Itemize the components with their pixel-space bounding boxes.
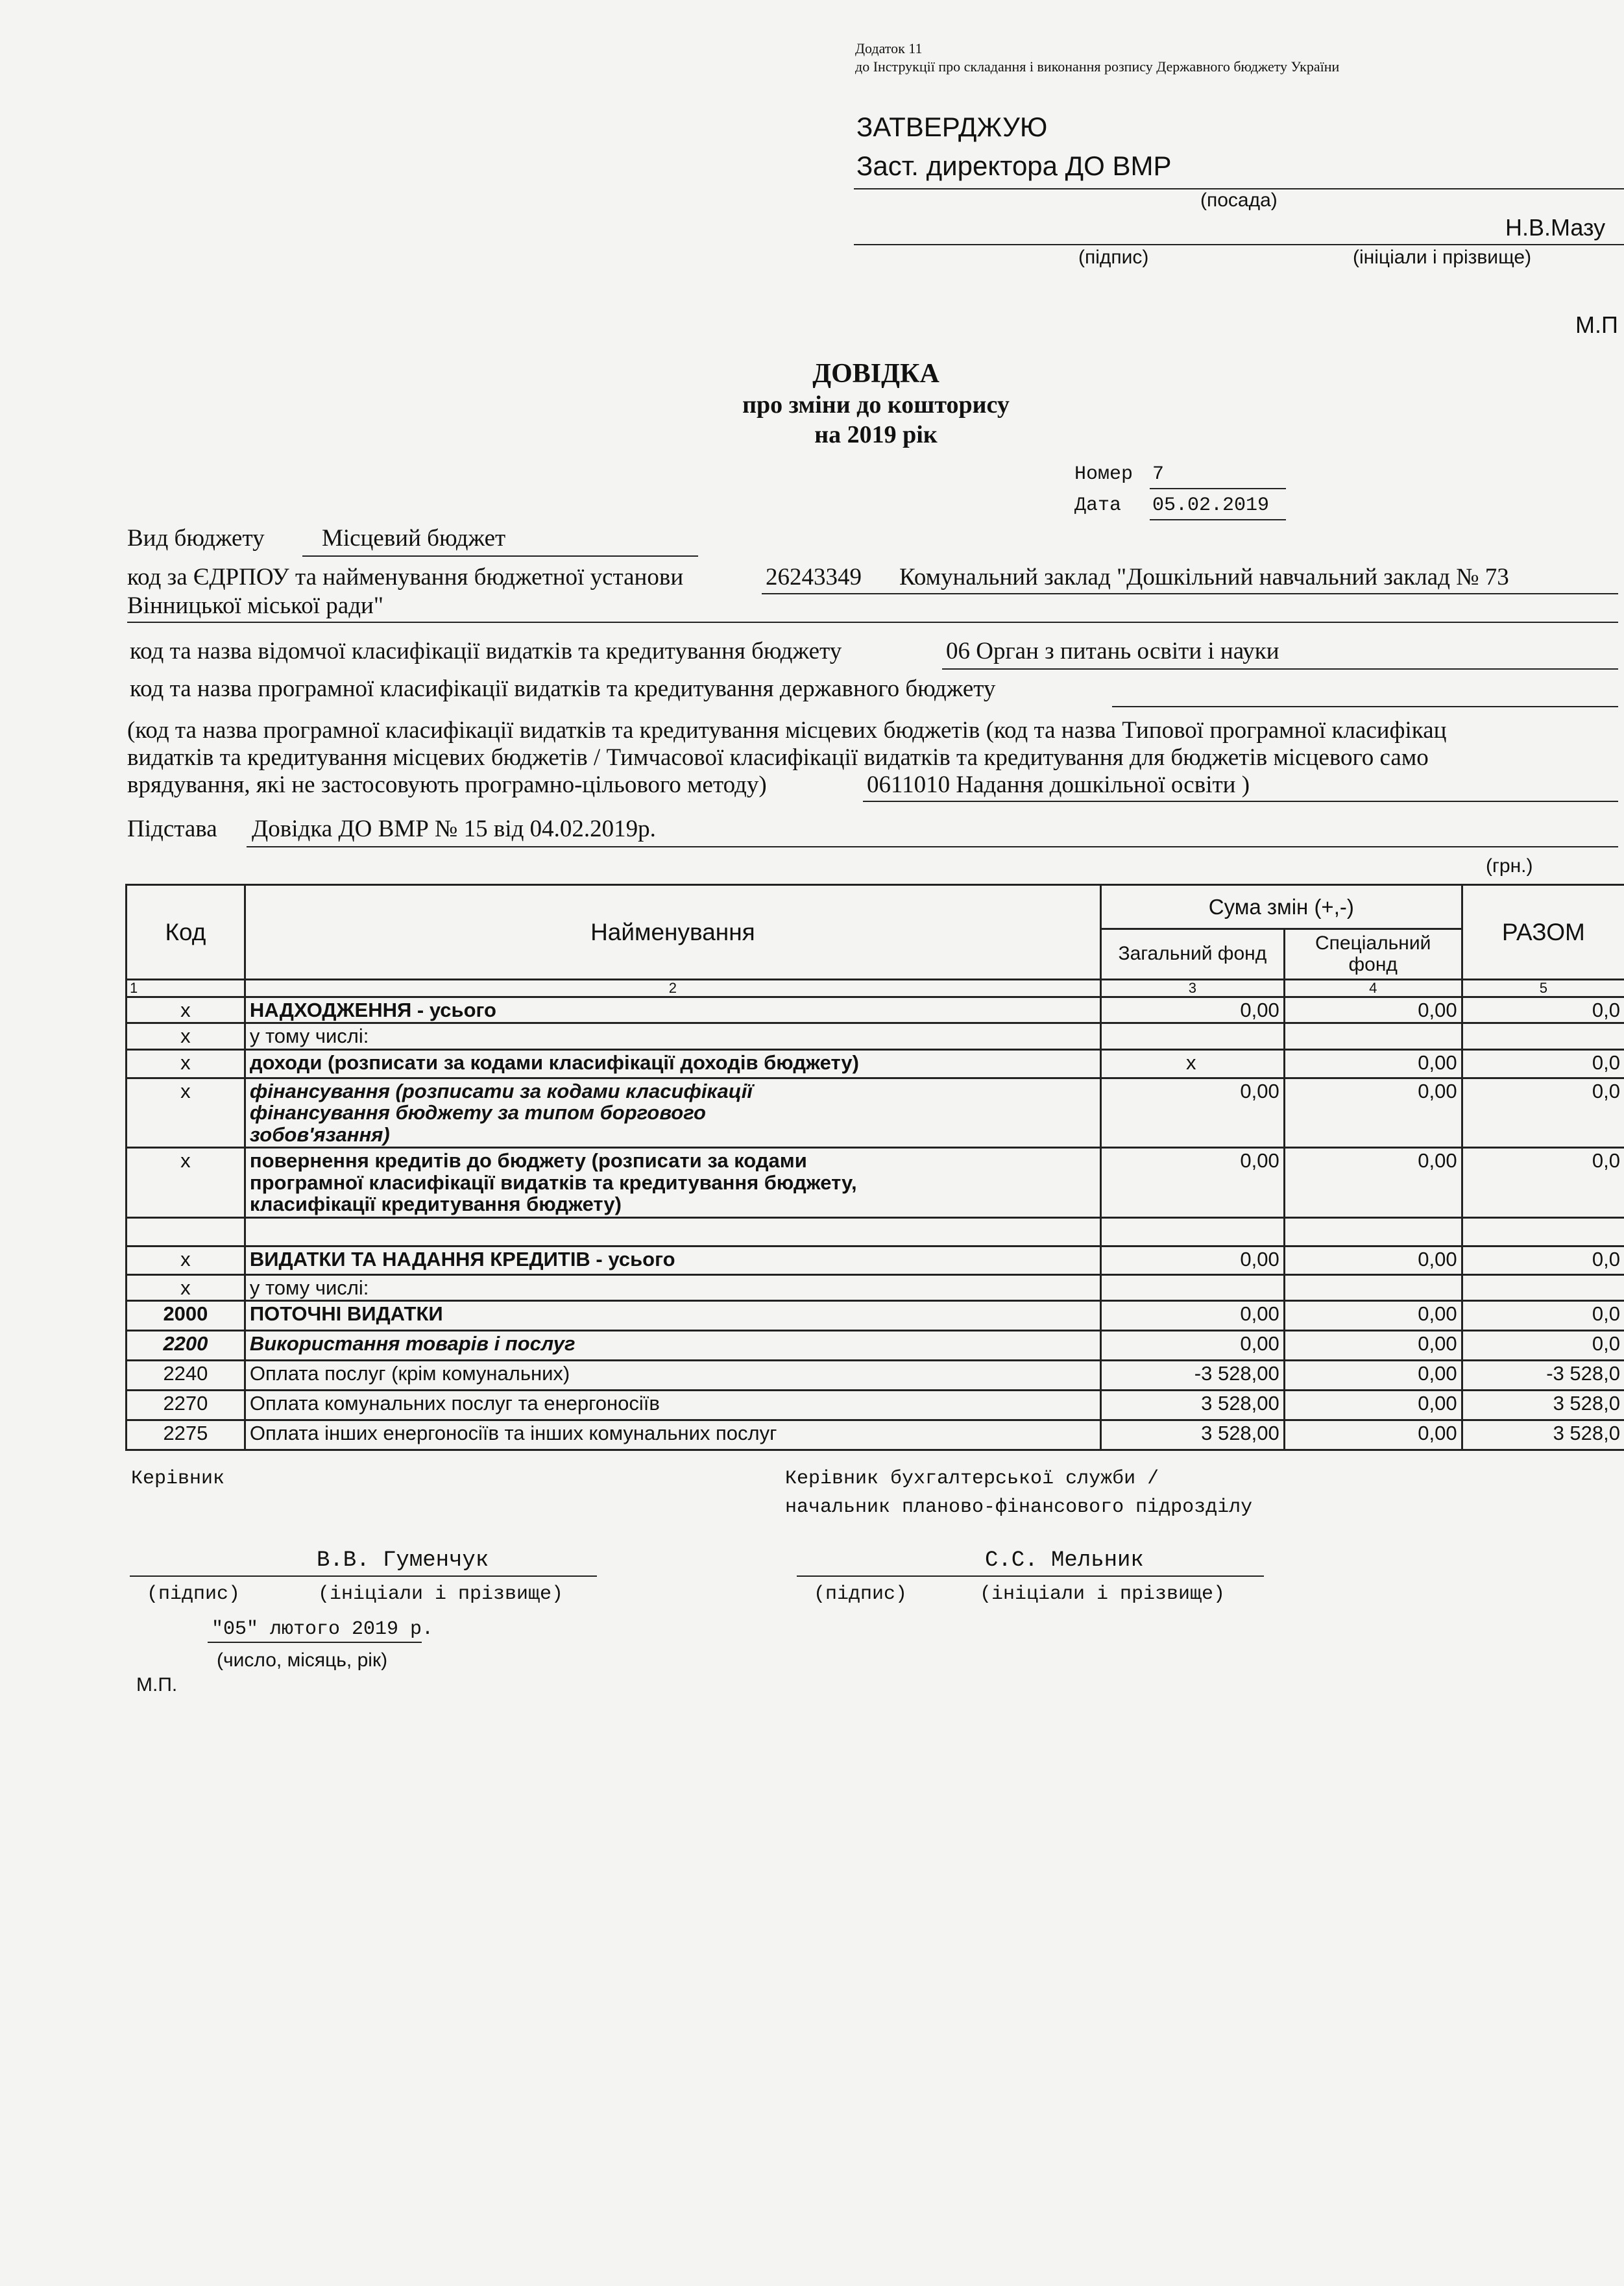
row-general: 0,00 <box>1100 1300 1284 1330</box>
row-name: у тому числі: <box>245 1274 1100 1300</box>
edrpou-underline <box>762 593 1618 594</box>
changes-table <box>125 884 1624 1451</box>
row-special: 0,00 <box>1284 1390 1462 1420</box>
row-name: Оплата послуг (крім комунальних) <box>245 1360 1100 1390</box>
row-general: -3 528,00 <box>1100 1360 1284 1390</box>
row-code: х <box>127 1148 245 1217</box>
head-underline <box>130 1575 597 1577</box>
approval-position: Заст. директора ДО ВМР <box>856 151 1172 181</box>
prog-state-underline <box>1112 706 1618 707</box>
row-name: ВИДАТКИ ТА НАДАННЯ КРЕДИТІВ - усього <box>245 1246 1100 1274</box>
basis-underline <box>247 846 1618 847</box>
row-total: 0,0 <box>1462 1300 1624 1330</box>
header-code: Код <box>127 885 245 980</box>
header-special-fund: Спеціальний фонд <box>1284 929 1462 980</box>
col-number-1: 1 <box>127 980 245 997</box>
col-number-5: 5 <box>1462 980 1624 997</box>
date-value: 05.02.2019 <box>1152 494 1270 517</box>
prog-state-label: код та назва програмної класифікації видатків та кредитування державного бюджету <box>130 675 996 702</box>
row-general <box>1100 1023 1284 1049</box>
sign-date-underline <box>208 1642 422 1643</box>
row-special: 0,00 <box>1284 1078 1462 1147</box>
row-special: 0,00 <box>1284 1300 1462 1330</box>
header-total: РАЗОМ <box>1462 885 1624 980</box>
number-label: Номер <box>1074 463 1133 485</box>
row-general: 0,00 <box>1100 1330 1284 1360</box>
row-code: 2000 <box>127 1300 245 1330</box>
budget-type-label: Вид бюджету <box>127 525 265 552</box>
header-general-fund: Загальний фонд <box>1100 929 1284 980</box>
accountant-signature-caption: (підпис) <box>814 1583 908 1605</box>
edrpou-label: код за ЄДРПОУ та найменування бюджетної установи <box>127 564 684 590</box>
accountant-underline <box>797 1575 1264 1577</box>
row-general: 0,00 <box>1100 1148 1284 1217</box>
approval-name: Н.В.Мазу <box>1505 214 1606 241</box>
table-row <box>127 1390 1624 1420</box>
row-total <box>1462 1023 1624 1049</box>
row-code: х <box>127 1078 245 1147</box>
annex-line-1: Додаток 11 <box>855 40 923 56</box>
row-code: х <box>127 1274 245 1300</box>
table-row <box>127 1420 1624 1450</box>
row-general <box>1100 1274 1284 1300</box>
table-row <box>127 1023 1624 1049</box>
row-total: 0,0 <box>1462 997 1624 1023</box>
row-total: 0,0 <box>1462 1049 1624 1078</box>
row-special: 0,00 <box>1284 997 1462 1023</box>
row-name: повернення кредитів до бюджету (розписати за кодами програмної класифікації видатків та кредитування бюджету, класифікації кредитування бюджету) <box>245 1148 1100 1217</box>
edrpou-name-cont: Вінницької міської ради" <box>127 592 383 619</box>
table-row <box>127 997 1624 1023</box>
table-row <box>127 1246 1624 1274</box>
edrpou-cont-underline <box>127 622 1618 623</box>
row-code: 2275 <box>127 1420 245 1450</box>
currency-note: (грн.) <box>1486 855 1533 877</box>
row-code: 2240 <box>127 1360 245 1390</box>
basis-value: Довідка ДО ВМР № 15 від 04.02.2019р. <box>252 816 656 842</box>
row-name: Оплата інших енергоносіїв та інших комунальних послуг <box>245 1420 1100 1450</box>
row-general: 0,00 <box>1100 997 1284 1023</box>
table-row <box>127 1300 1624 1330</box>
row-special: 0,00 <box>1284 1420 1462 1450</box>
row-code: х <box>127 997 245 1023</box>
sign-date-caption: (число, місяць, рік) <box>217 1649 388 1671</box>
row-total: -3 528,0 <box>1462 1360 1624 1390</box>
row-general: 0,00 <box>1100 1246 1284 1274</box>
row-name: фінансування (розписати за кодами класифікації фінансування бюджету за типом боргового зобов'язання) <box>245 1078 1100 1147</box>
accountant-label-1: Керівник бухгалтерської служби / <box>785 1468 1159 1490</box>
row-name: доходи (розписати за кодами класифікації доходів бюджету) <box>245 1049 1100 1078</box>
row-general: 3 528,00 <box>1100 1390 1284 1420</box>
stamp-label: М.П. <box>136 1674 178 1696</box>
head-name-caption: (ініціали і прізвище) <box>318 1583 564 1605</box>
row-total: 3 528,0 <box>1462 1420 1624 1450</box>
document-title: ДОВІДКА <box>812 359 939 389</box>
table-row <box>127 1360 1624 1390</box>
row-total: 3 528,0 <box>1462 1390 1624 1420</box>
edrpou-code: 26243349 <box>766 564 862 590</box>
number-value: 7 <box>1152 463 1165 485</box>
stamp-mark: М.П <box>1575 311 1618 338</box>
sign-date: "05" лютого 2019 р. <box>212 1618 434 1640</box>
dept-value: 06 Орган з питань освіти і науки <box>946 638 1279 664</box>
accountant-name-caption: (ініціали і прізвище) <box>980 1583 1226 1605</box>
budget-type-underline <box>302 555 698 557</box>
approval-signature-caption: (підпис) <box>1078 247 1149 268</box>
row-name <box>245 1217 1100 1246</box>
row-name: у тому числі: <box>245 1023 1100 1049</box>
row-general: х <box>1100 1049 1284 1078</box>
row-general <box>1100 1217 1284 1246</box>
row-code: х <box>127 1049 245 1078</box>
document-subtitle: про зміни до кошторису <box>742 391 1010 419</box>
row-code: 2270 <box>127 1390 245 1420</box>
row-special <box>1284 1023 1462 1049</box>
row-name: Оплата комунальних послуг та енергоносіїв <box>245 1390 1100 1420</box>
row-total: 0,0 <box>1462 1330 1624 1360</box>
budget-type-value: Місцевий бюджет <box>322 525 506 552</box>
row-special <box>1284 1217 1462 1246</box>
signature-underline <box>854 244 1624 245</box>
row-name: Використання товарів і послуг <box>245 1330 1100 1360</box>
row-total <box>1462 1217 1624 1246</box>
row-code <box>127 1217 245 1246</box>
prog-local-line-2: видатків та кредитування місцевих бюджетів / Тимчасової класифікації видатків та кредитування для бюджетів місцевого само <box>127 744 1429 771</box>
approval-title: ЗАТВЕРДЖУЮ <box>856 112 1048 142</box>
row-total: 0,0 <box>1462 1148 1624 1217</box>
header-name: Найменування <box>245 885 1100 980</box>
row-special: 0,00 <box>1284 1049 1462 1078</box>
row-special: 0,00 <box>1284 1148 1462 1217</box>
header-sum: Сума змін (+,-) <box>1100 885 1462 929</box>
row-special: 0,00 <box>1284 1246 1462 1274</box>
table-row <box>127 1274 1624 1300</box>
row-special: 0,00 <box>1284 1330 1462 1360</box>
row-total <box>1462 1274 1624 1300</box>
prog-local-line-1: (код та назва програмної класифікації видатків та кредитування місцевих бюджетів (код та назва Типової програмної класифікац <box>127 717 1447 744</box>
table-row <box>127 1330 1624 1360</box>
prog-local-underline <box>863 801 1618 802</box>
table-row <box>127 1049 1624 1078</box>
row-special <box>1284 1274 1462 1300</box>
head-label: Керівник <box>131 1468 225 1490</box>
approval-name-caption: (ініціали і прізвище) <box>1353 247 1532 268</box>
table-row <box>127 1217 1624 1246</box>
head-name: В.В. Гуменчук <box>317 1548 489 1573</box>
row-special: 0,00 <box>1284 1360 1462 1390</box>
table-row <box>127 1148 1624 1217</box>
edrpou-name: Комунальний заклад "Дошкільний навчальний заклад № 73 <box>899 564 1509 590</box>
prog-local-value: 0611010 Надання дошкільної освіти ) <box>867 772 1250 798</box>
date-underline <box>1150 519 1286 520</box>
col-number-2: 2 <box>245 980 1100 997</box>
col-number-4: 4 <box>1284 980 1462 997</box>
basis-label: Підстава <box>127 816 217 842</box>
head-signature-caption: (підпис) <box>147 1583 241 1605</box>
dept-label: код та назва відомчої класифікації видатків та кредитування бюджету <box>130 638 842 664</box>
accountant-name: С.С. Мельник <box>985 1548 1144 1573</box>
col-number-3: 3 <box>1100 980 1284 997</box>
table-row <box>127 1078 1624 1147</box>
dept-underline <box>942 668 1618 670</box>
row-code: х <box>127 1246 245 1274</box>
date-label: Дата <box>1074 494 1122 517</box>
position-caption: (посада) <box>1200 189 1278 211</box>
number-underline <box>1150 488 1286 489</box>
annex-line-2: до Інструкції про складання і виконання розпису Державного бюджету України <box>855 58 1340 75</box>
row-code: х <box>127 1023 245 1049</box>
row-general: 3 528,00 <box>1100 1420 1284 1450</box>
row-name: НАДХОДЖЕННЯ - усього <box>245 997 1100 1023</box>
accountant-label-2: начальник планово-фінансового підрозділу <box>785 1496 1253 1518</box>
row-total: 0,0 <box>1462 1246 1624 1274</box>
document-year: на 2019 рік <box>814 421 938 448</box>
row-general: 0,00 <box>1100 1078 1284 1147</box>
row-code: 2200 <box>127 1330 245 1360</box>
row-name: ПОТОЧНІ ВИДАТКИ <box>245 1300 1100 1330</box>
prog-local-line-3: врядування, які не застосовують програмно-цільового методу) <box>127 772 767 798</box>
row-total: 0,0 <box>1462 1078 1624 1147</box>
